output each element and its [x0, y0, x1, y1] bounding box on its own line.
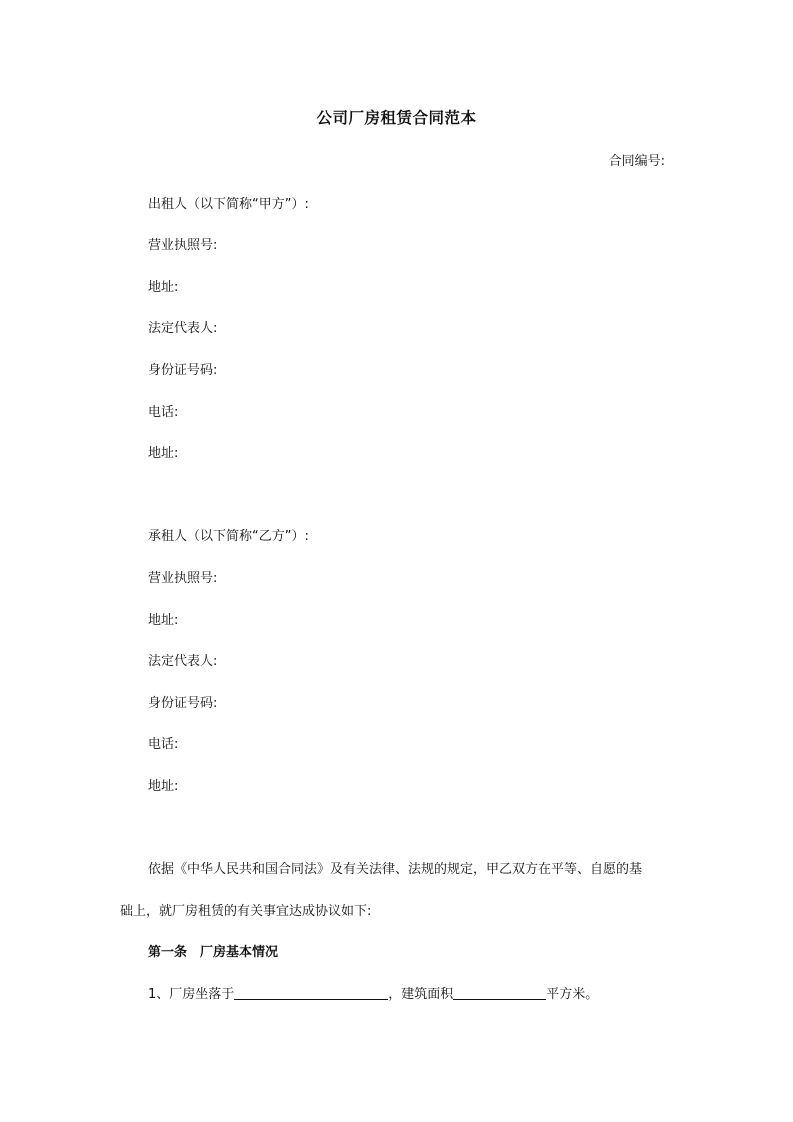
contract-number-label: 合同编号: [608, 154, 665, 169]
intro-line-1: 依据《中华人民共和国合同法》及有关法律、法规的规定，甲乙双方在平等、自愿的基 [148, 862, 643, 877]
document-title: 公司厂房租赁合同范本 [316, 109, 477, 127]
item-1-prefix: 1、厂房坐落于 [148, 987, 235, 1002]
lessee-phone-label: 电话: [148, 737, 179, 752]
lessee-heading: 承租人（以下简称“乙方”）: [148, 529, 309, 544]
lessee-legal-rep-label: 法定代表人: [148, 654, 218, 669]
item-1-middle: ，建筑面积 [388, 987, 454, 1002]
article-1-heading: 第一条 厂房基本情况 [148, 945, 279, 960]
lessee-license-label: 营业执照号: [148, 571, 218, 586]
lessor-id-label: 身份证号码: [148, 363, 218, 378]
lessor-address-label: 地址: [148, 280, 179, 295]
lessor-address2-label: 地址: [148, 446, 179, 461]
lessor-phone-label: 电话: [148, 405, 179, 420]
lessor-legal-rep-label: 法定代表人: [148, 321, 218, 336]
intro-line-2: 础上，就厂房租赁的有关事宜达成协议如下: [120, 904, 372, 919]
article-1-item-1 [148, 983, 598, 1002]
lessee-id-label: 身份证号码: [148, 696, 218, 711]
location-blank [234, 986, 388, 1000]
lessee-address2-label: 地址: [148, 779, 179, 794]
lessee-address-label: 地址: [148, 613, 179, 628]
lessor-heading: 出租人（以下简称“甲方”）: [148, 197, 309, 212]
area-blank [453, 986, 546, 1000]
lessor-license-label: 营业执照号: [148, 238, 218, 253]
item-1-suffix: 平方米。 [546, 987, 599, 1002]
